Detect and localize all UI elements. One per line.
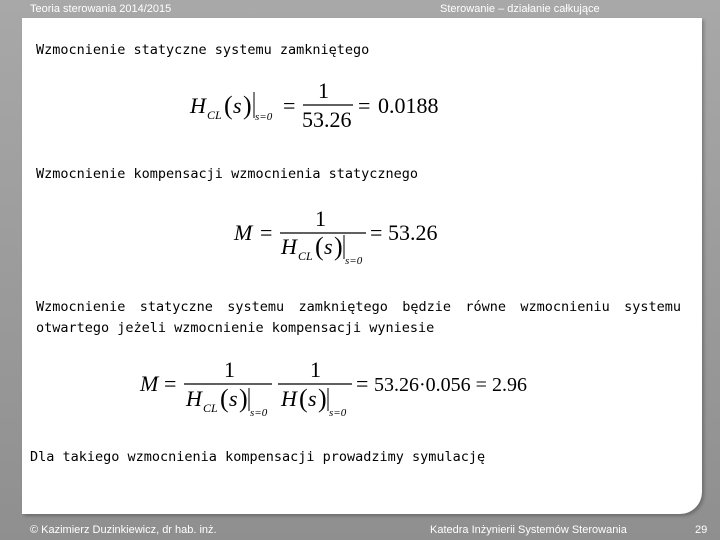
- eq3-close-paren-2: ): [318, 384, 327, 413]
- eq3-equals-1: =: [164, 371, 177, 396]
- eq3-s2: s: [308, 386, 317, 411]
- eq1-result: 0.0188: [378, 93, 439, 118]
- eq3-H1: H: [186, 386, 202, 411]
- footer-page-number: 29: [695, 524, 708, 536]
- eq3-s1: s: [229, 386, 238, 411]
- eq3-eval-sub-2: s=0: [329, 407, 347, 419]
- equation-compensation-product: [138, 355, 558, 423]
- eq1-numerator: 1: [318, 78, 329, 103]
- paragraph-condition: Wzmocnienie statyczne systemu zamkniętego będzie równe wzmocnieniu systemu otwartego jeżeli wzmocnienie kompensacji wyniesie: [36, 299, 681, 336]
- eq1-equals-2: =: [358, 93, 371, 118]
- eq1-equals-1: =: [283, 93, 296, 118]
- eq2-eval-sub: s=0: [345, 255, 363, 267]
- equation-closed-loop-static-gain: [188, 76, 448, 136]
- eq1-open-paren: (: [224, 91, 233, 120]
- eq1-eval-sub: s=0: [255, 111, 273, 123]
- footer-author: © Kazimierz Duzinkiewicz, dr hab. inż.: [30, 524, 217, 536]
- eq2-H-sub: CL: [298, 249, 313, 263]
- eq2-equals-1: =: [260, 220, 273, 245]
- header-course-title: Teoria sterowania 2014/2015: [30, 3, 172, 15]
- eq2-equals-2: =: [370, 220, 383, 245]
- footer-department: Katedra Inżynierii Systemów Sterowania: [430, 524, 627, 536]
- eq1-close-paren: ): [243, 91, 252, 120]
- eq1-H: H: [190, 93, 206, 118]
- eq1-H-sub: CL: [207, 108, 222, 122]
- eq1-denominator: 53.26: [302, 107, 352, 132]
- eq3-H1-sub: CL: [203, 401, 218, 415]
- eq3-close-paren-1: ): [239, 384, 248, 413]
- eq3-numerator-1: 1: [224, 357, 235, 382]
- eq2-close-paren: ): [334, 232, 343, 261]
- paragraph-simulation: Dla takiego wzmocnienia kompensacji prowadzimy symulację: [30, 449, 486, 465]
- equation-compensation-gain: [230, 202, 450, 268]
- eq3-numerator-2: 1: [310, 357, 321, 382]
- header-topic-title: Sterowanie – działanie całkujące: [440, 3, 600, 15]
- eq3-open-paren-1: (: [220, 384, 229, 413]
- eq3-result: 53.26·0.056 = 2.96: [374, 374, 527, 396]
- paragraph-closed-loop-gain: Wzmocnienie statyczne systemu zamkniętego: [36, 42, 370, 58]
- eq2-numerator: 1: [315, 206, 326, 231]
- eq2-open-paren: (: [315, 232, 324, 261]
- eq3-equals-2: =: [356, 371, 369, 396]
- eq2-result: 53.26: [388, 220, 438, 245]
- eq2-s: s: [324, 234, 333, 259]
- eq3-H2: H: [281, 386, 297, 411]
- eq3-open-paren-2: (: [299, 384, 308, 413]
- paragraph-compensation-gain: Wzmocnienie kompensacji wzmocnienia statycznego: [36, 166, 419, 182]
- eq2-M: M: [234, 220, 253, 245]
- eq3-M: M: [140, 371, 159, 396]
- eq3-eval-sub-1: s=0: [250, 407, 268, 419]
- eq2-H: H: [281, 234, 297, 259]
- eq1-s: s: [233, 93, 242, 118]
